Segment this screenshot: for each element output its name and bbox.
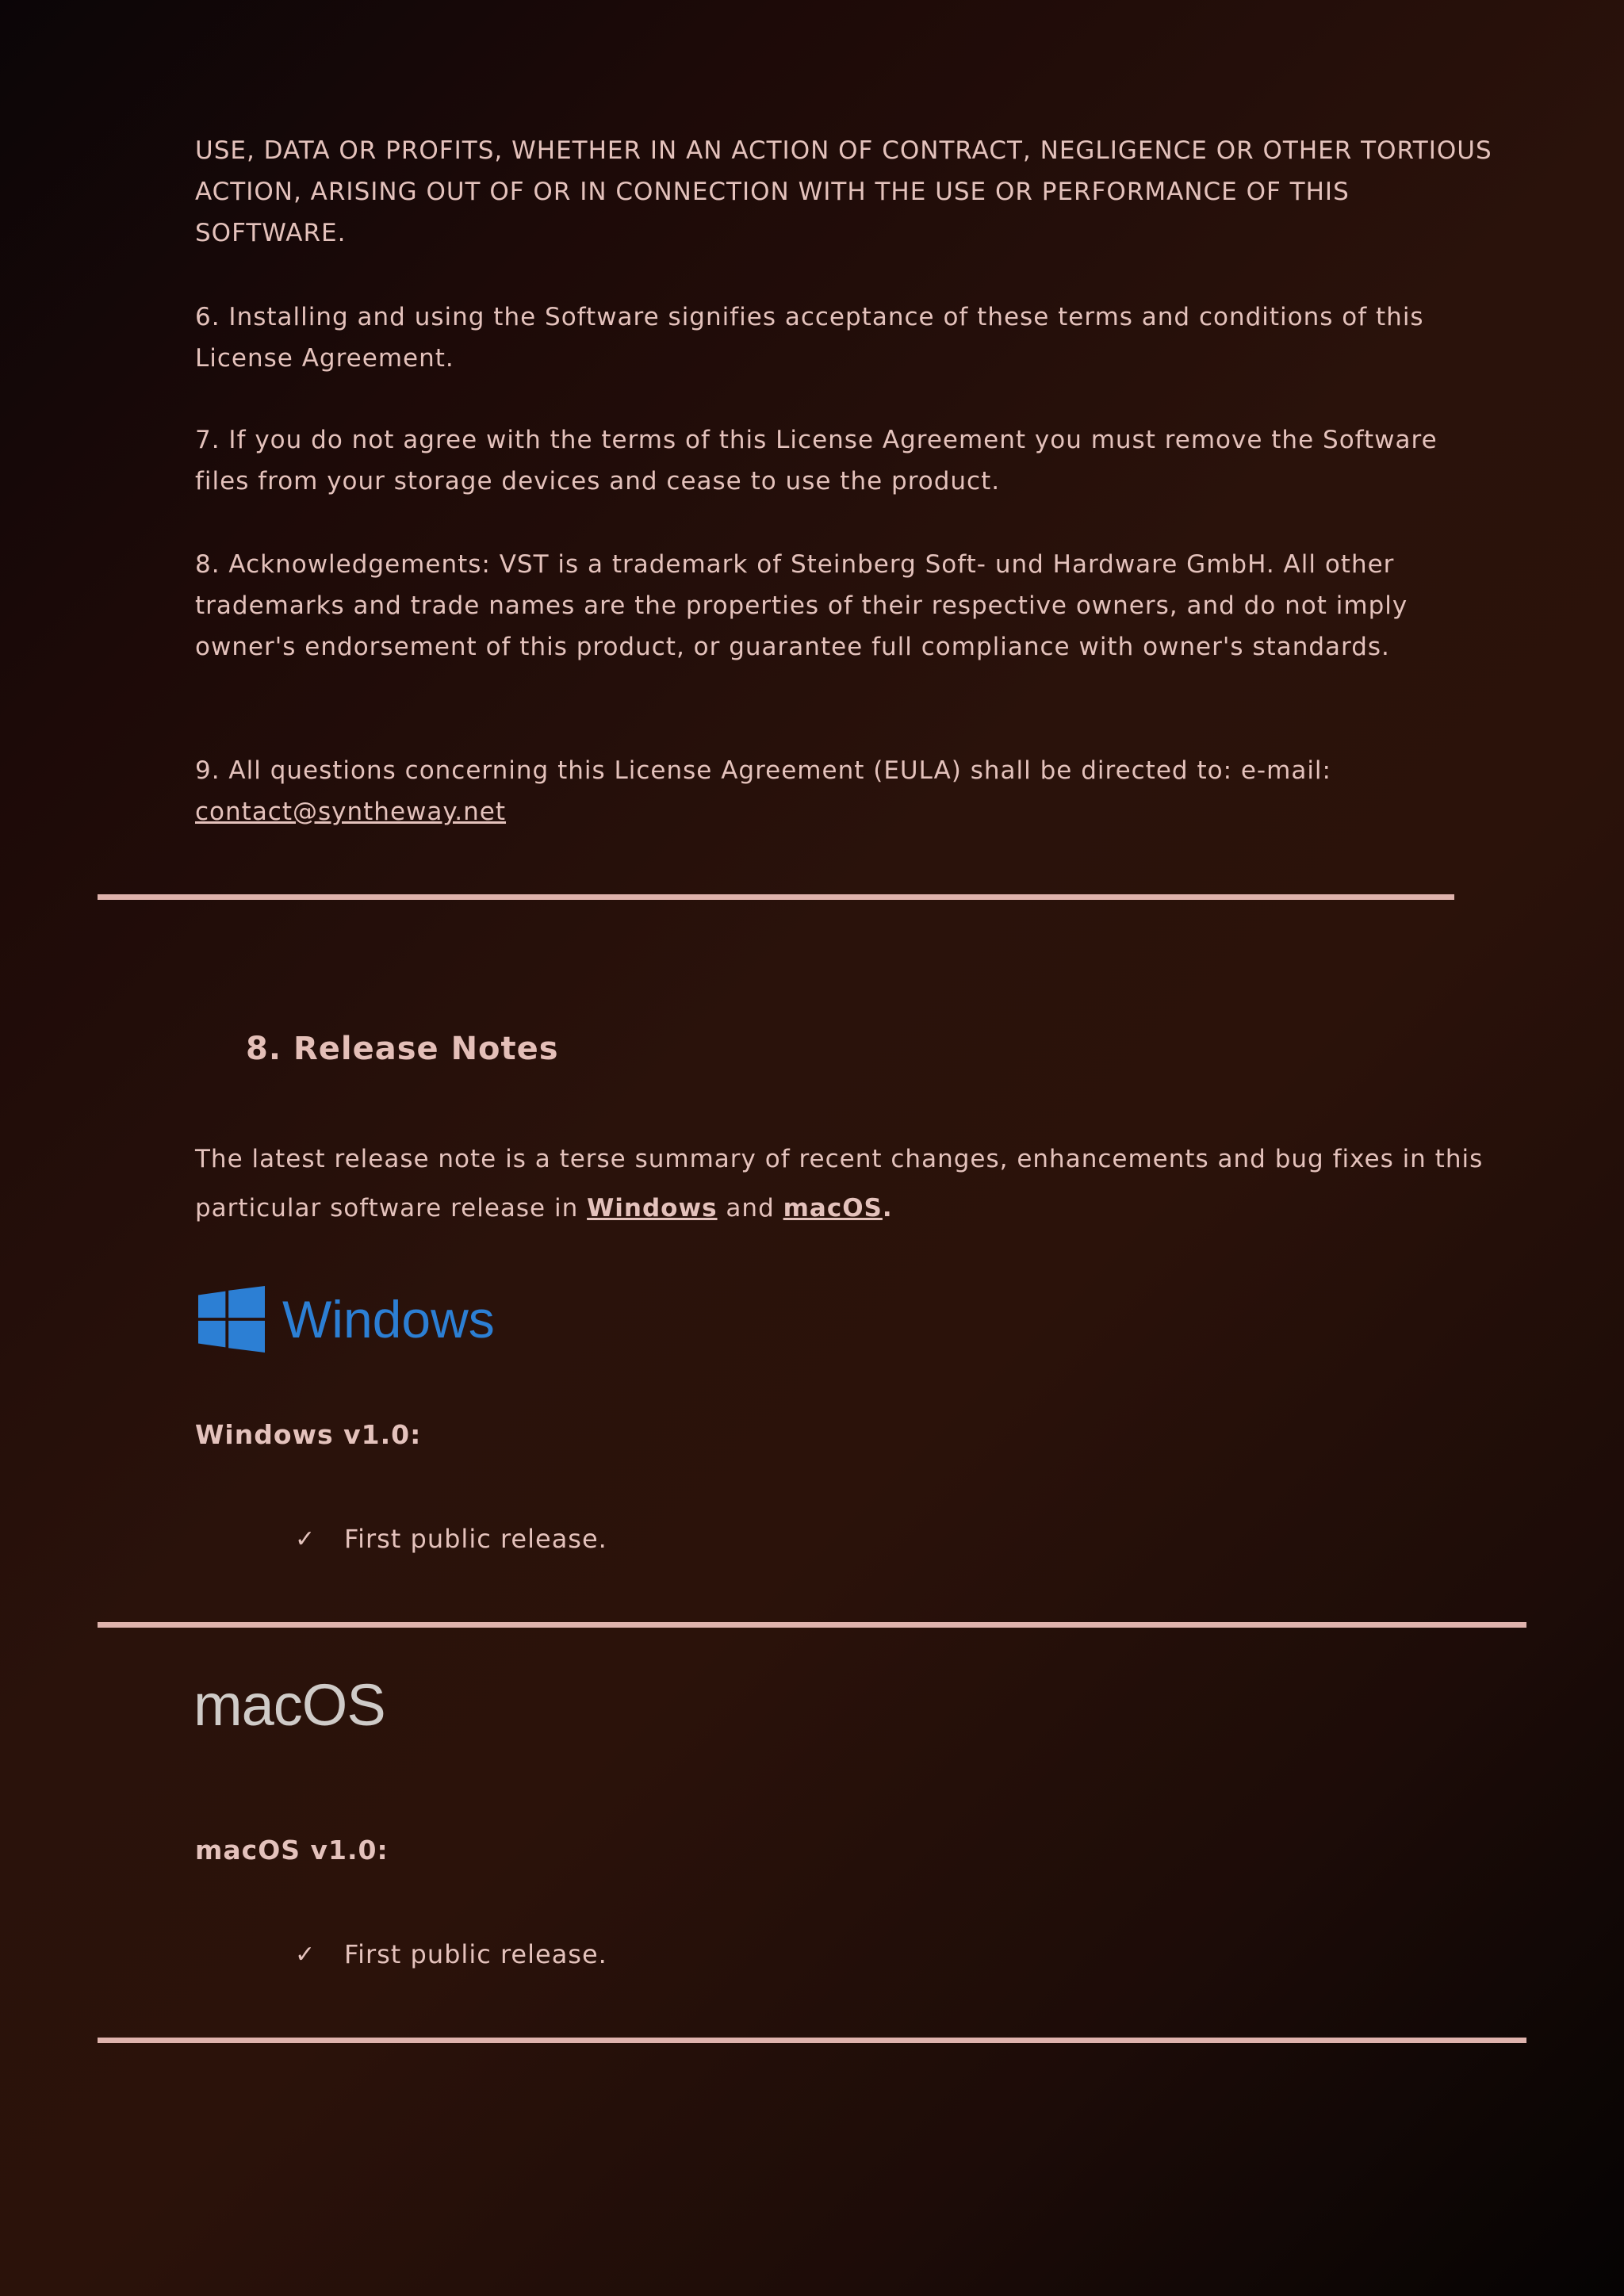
contact-email-link[interactable]: contact@syntheway.net xyxy=(195,798,507,826)
section-divider xyxy=(98,1622,1526,1628)
windows-logo-word: Windows xyxy=(282,1290,495,1349)
macos-release-item xyxy=(295,1939,607,1969)
macos-release-item-text: First public release. xyxy=(344,1939,607,1969)
license-paragraph-9 xyxy=(195,750,1496,832)
macos-logo: macOS xyxy=(193,1672,385,1738)
license-paragraph-7: 7. If you do not agree with the terms of this License Agreement you must remove the Software files from your storage devices and cease to use the product. xyxy=(195,426,1438,496)
windows-release-item-text: First public release. xyxy=(344,1524,607,1554)
checkmark-icon: ✓ xyxy=(295,1525,316,1553)
release-notes-intro xyxy=(195,1135,1496,1233)
windows-logo xyxy=(198,1286,495,1353)
macos-link[interactable]: macOS xyxy=(783,1194,883,1223)
windows-link[interactable]: Windows xyxy=(587,1194,718,1223)
license-paragraph-liability: USE, DATA OR PROFITS, WHETHER IN AN ACTION OF CONTRACT, NEGLIGENCE OR OTHER TORTIOUS ACTION, ARISING OUT OF OR IN CONNECTION WITH THE USE OR PERFORMANCE OF THIS SOFTWARE. xyxy=(195,136,1492,247)
license-paragraph-6: 6. Installing and using the Software signifies acceptance of these terms and conditions of this License Agreement. xyxy=(195,303,1424,373)
checkmark-icon: ✓ xyxy=(295,1940,316,1969)
release-notes-intro-end: . xyxy=(882,1194,893,1223)
release-notes-intro-text: The latest release note is a terse summary of recent changes, enhancements and bug fixes in this particular software release in xyxy=(195,1145,1484,1223)
windows-release-item xyxy=(295,1524,607,1554)
section-divider xyxy=(98,2038,1526,2043)
windows-icon xyxy=(198,1286,265,1353)
macos-version-label: macOS v1.0: xyxy=(195,1835,389,1866)
license-paragraph-8: 8. Acknowledgements: VST is a trademark of Steinberg Soft- und Hardware GmbH. All other trademarks and trade names are the properties of their respective owners, and do not imply owner's endorsement of this product, or guarantee full compliance with owner's standards. xyxy=(195,550,1408,661)
release-notes-intro-and: and xyxy=(726,1194,775,1223)
section-divider xyxy=(98,894,1454,900)
windows-version-label: Windows v1.0: xyxy=(195,1419,422,1450)
license-paragraph-9-text: 9. All questions concerning this License Agreement (EULA) shall be directed to: e-mail: xyxy=(195,756,1331,785)
release-notes-heading: 8. Release Notes xyxy=(246,1031,559,1067)
